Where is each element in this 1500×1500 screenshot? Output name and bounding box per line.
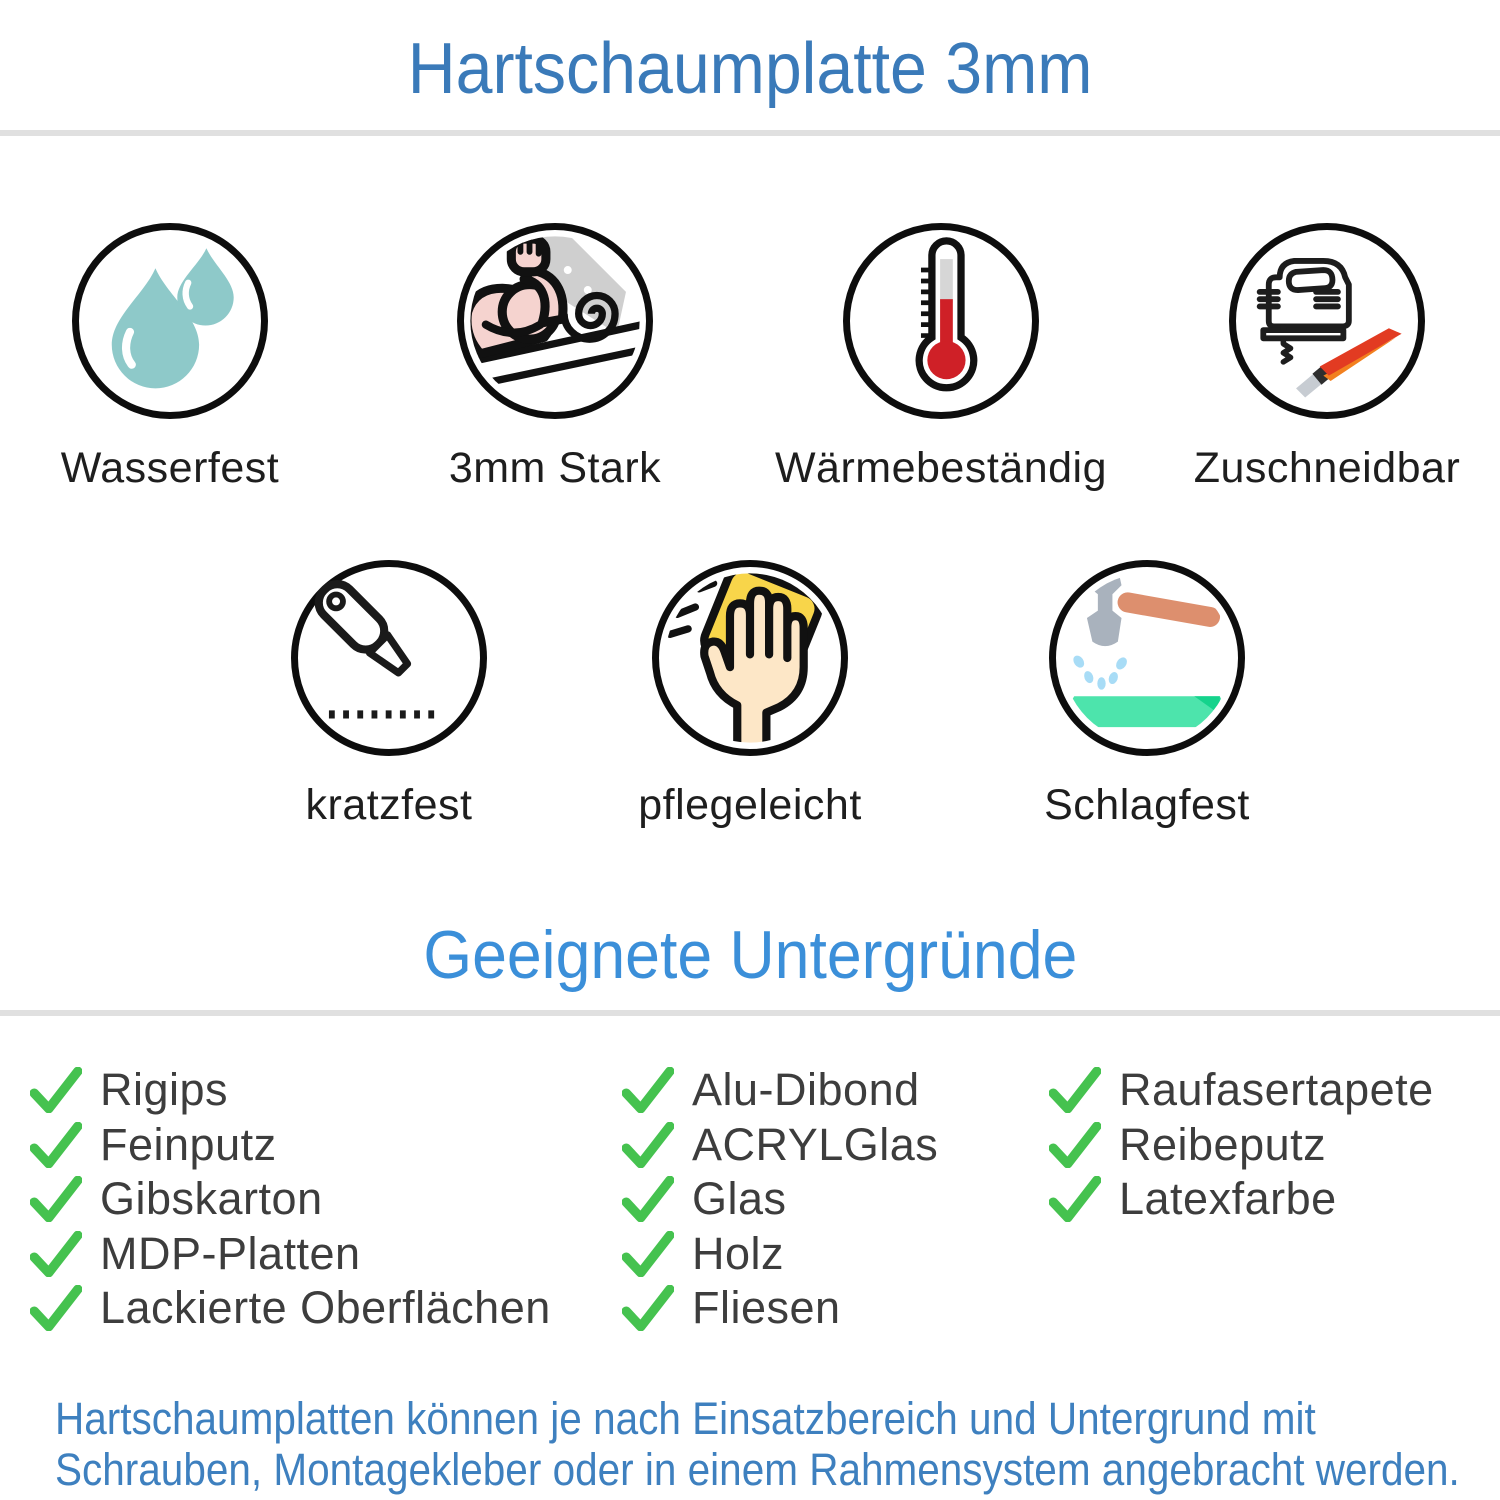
footer-line-2: Schrauben, Montagekleber oder in einem Rahmensystem angebracht werden. — [55, 1444, 1460, 1495]
list-item: Alu-Dibond — [622, 1063, 938, 1118]
list-item: Reibeputz — [1049, 1118, 1434, 1173]
footer-line-1: Hartschaumplatten können je nach Einsatzbereich und Untergrund mit — [55, 1393, 1316, 1444]
list-item: Glas — [622, 1172, 938, 1227]
feature-schlagfest — [967, 560, 1327, 830]
check-icon — [30, 1067, 82, 1113]
page-title: Hartschaumplatte 3mm — [407, 29, 1093, 109]
list-item: ACRYLGlas — [622, 1118, 938, 1173]
check-icon — [1049, 1122, 1101, 1168]
section-title-untergruende: Geeignete Untergründe — [423, 917, 1077, 993]
check-icon — [622, 1122, 674, 1168]
list-item: Raufasertapete — [1049, 1063, 1434, 1118]
feature-label: pflegeleicht — [638, 781, 862, 829]
feature-label: Schlagfest — [1044, 781, 1250, 829]
feature-label: Wärmebeständig — [774, 444, 1108, 492]
divider-top — [0, 130, 1500, 136]
hammer-impact-icon — [1056, 567, 1238, 749]
feature-waermebestaendig — [761, 223, 1121, 493]
check-icon — [30, 1231, 82, 1277]
check-icon — [1049, 1176, 1101, 1222]
check-icon — [30, 1176, 82, 1222]
jigsaw-cutter-icon — [1236, 230, 1418, 412]
feature-3mm-stark — [375, 223, 735, 493]
list-item: Holz — [622, 1227, 938, 1282]
substrate-column-1 — [30, 1063, 551, 1336]
feature-wasserfest — [0, 223, 350, 493]
check-icon — [1049, 1067, 1101, 1113]
utility-knife-icon — [298, 567, 480, 749]
footer-note — [55, 1393, 1500, 1495]
thermometer-icon — [850, 230, 1032, 412]
list-item: Feinputz — [30, 1118, 551, 1173]
list-item: MDP-Platten — [30, 1227, 551, 1282]
divider-bottom — [0, 1010, 1500, 1016]
feature-label: 3mm Stark — [448, 444, 662, 492]
check-icon — [622, 1285, 674, 1331]
feature-zuschneidbar — [1147, 223, 1500, 493]
wiping-hand-icon — [659, 567, 841, 749]
feature-kratzfest — [209, 560, 569, 830]
check-icon — [622, 1176, 674, 1222]
check-icon — [30, 1122, 82, 1168]
substrate-column-3 — [1049, 1063, 1434, 1227]
list-item: Rigips — [30, 1063, 551, 1118]
feature-label: Wasserfest — [60, 444, 280, 492]
list-item: Fliesen — [622, 1281, 938, 1336]
check-icon — [30, 1285, 82, 1331]
list-item: Lackierte Oberflächen — [30, 1281, 551, 1336]
feature-label: kratzfest — [305, 781, 473, 829]
substrate-column-2 — [622, 1063, 938, 1336]
feature-pflegeleicht — [570, 560, 930, 830]
check-icon — [622, 1067, 674, 1113]
water-drops-icon — [79, 230, 261, 412]
list-item: Gibskarton — [30, 1172, 551, 1227]
list-item: Latexfarbe — [1049, 1172, 1434, 1227]
feature-label: Zuschneidbar — [1193, 444, 1461, 492]
check-icon — [622, 1231, 674, 1277]
muscle-arm-roll-icon — [464, 230, 646, 412]
